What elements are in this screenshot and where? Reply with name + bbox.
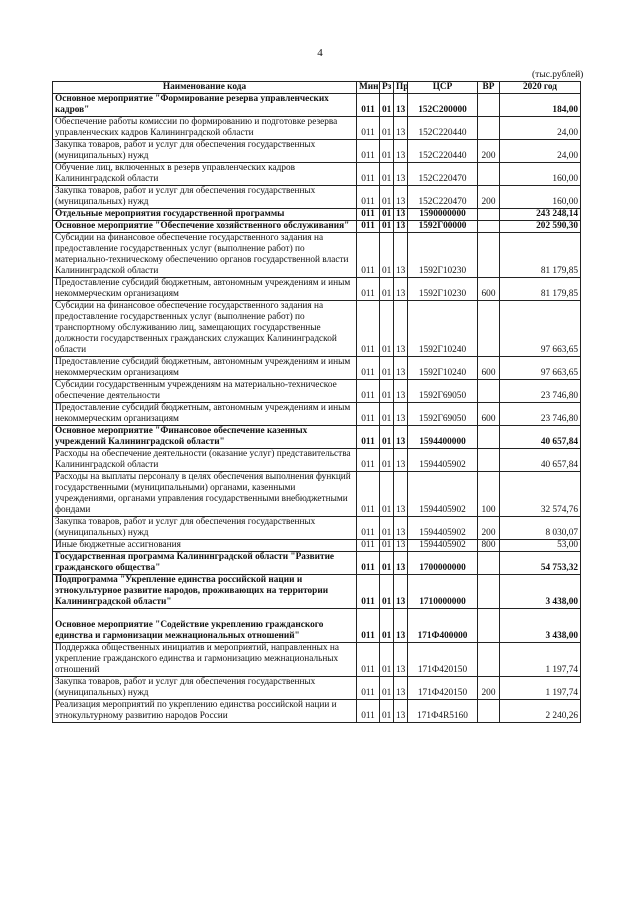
- table-row: [53, 643, 581, 677]
- table-row: [53, 426, 581, 449]
- row-vr: [478, 117, 500, 140]
- table-row: [53, 609, 581, 643]
- row-rz: 01: [380, 380, 394, 403]
- table-row: [53, 575, 581, 609]
- row-vr: [478, 609, 500, 643]
- row-name: Основное мероприятие "Формирование резерва управленческих кадров": [53, 94, 357, 117]
- row-csr: 1590000000: [408, 209, 478, 221]
- row-pr: 13: [394, 426, 408, 449]
- row-pr: 13: [394, 472, 408, 517]
- row-sum: 40 657,84: [500, 426, 581, 449]
- header-name: Наименование кода: [53, 82, 357, 94]
- row-sum: 23 746,80: [500, 403, 581, 426]
- row-pr: 13: [394, 186, 408, 209]
- row-name: Отдельные мероприятия государственной программы: [53, 209, 357, 221]
- row-vr: 100: [478, 472, 500, 517]
- row-vr: 800: [478, 540, 500, 552]
- table-row: [53, 380, 581, 403]
- table-row: [53, 301, 581, 357]
- row-name: Государственная программа Калининградской области "Развитие гражданского общества": [53, 552, 357, 575]
- page-number: 4: [317, 47, 323, 59]
- row-name: Субсидии государственным учреждениям на материально-техническое обеспечение деятельности: [53, 380, 357, 403]
- row-min: 011: [357, 221, 380, 233]
- row-name: Основное мероприятие "Обеспечение хозяйственного обслуживания": [53, 221, 357, 233]
- row-vr: [478, 301, 500, 357]
- row-pr: 13: [394, 677, 408, 700]
- row-pr: 13: [394, 609, 408, 643]
- table-row: [53, 186, 581, 209]
- row-min: 011: [357, 380, 380, 403]
- row-pr: 13: [394, 380, 408, 403]
- row-csr: 152С220440: [408, 140, 478, 163]
- row-vr: 600: [478, 278, 500, 301]
- row-name: Субсидии на финансовое обеспечение государственного задания на предоставление государственных услуг (выполнение работ) по материально-техническому обеспечению органов государственной власти Калининградской области: [53, 233, 357, 278]
- row-sum: 2 240,26: [500, 700, 581, 723]
- row-csr: 1592Г00000: [408, 221, 478, 233]
- row-csr: 152С220440: [408, 117, 478, 140]
- row-min: 011: [357, 140, 380, 163]
- row-sum: 97 663,65: [500, 301, 581, 357]
- row-csr: 1592Г69050: [408, 403, 478, 426]
- row-rz: 01: [380, 117, 394, 140]
- row-pr: 13: [394, 517, 408, 540]
- row-csr: 1594405902: [408, 472, 478, 517]
- row-vr: 200: [478, 140, 500, 163]
- row-sum: 3 438,00: [500, 575, 581, 609]
- table-row: [53, 552, 581, 575]
- row-name: Предоставление субсидий бюджетным, автономным учреждениям и иным некоммерческим организациям: [53, 403, 357, 426]
- row-min: 011: [357, 278, 380, 301]
- row-rz: 01: [380, 94, 394, 117]
- row-name: Подпрограмма "Укрепление единства российской нации и этнокультурное развитие народов, проживающих на территории Калининградской области": [53, 575, 357, 609]
- row-csr: 1594405902: [408, 517, 478, 540]
- row-pr: 13: [394, 449, 408, 472]
- row-rz: 01: [380, 609, 394, 643]
- row-min: 011: [357, 186, 380, 209]
- row-name: Предоставление субсидий бюджетным, автономным учреждениям и иным некоммерческим организациям: [53, 278, 357, 301]
- row-pr: 13: [394, 221, 408, 233]
- row-sum: 243 248,14: [500, 209, 581, 221]
- row-vr: 600: [478, 403, 500, 426]
- row-name: Субсидии на финансовое обеспечение государственного задания на предоставление государственных услуг (выполнение работ) по транспортному обслуживанию лиц, замещающих государственные должности государственных гражданских служащих Калининградской области: [53, 301, 357, 357]
- row-rz: 01: [380, 552, 394, 575]
- row-csr: 1592Г69050: [408, 380, 478, 403]
- row-rz: 01: [380, 643, 394, 677]
- row-rz: 01: [380, 426, 394, 449]
- row-vr: [478, 233, 500, 278]
- row-vr: [478, 94, 500, 117]
- row-rz: 01: [380, 186, 394, 209]
- row-rz: 01: [380, 233, 394, 278]
- row-csr: 152С200000: [408, 94, 478, 117]
- row-sum: 160,00: [500, 163, 581, 186]
- row-rz: 01: [380, 278, 394, 301]
- row-min: 011: [357, 233, 380, 278]
- row-csr: 1594400000: [408, 426, 478, 449]
- table-row: [53, 117, 581, 140]
- row-sum: 1 197,74: [500, 643, 581, 677]
- row-vr: [478, 209, 500, 221]
- row-vr: [478, 643, 500, 677]
- row-rz: 01: [380, 221, 394, 233]
- table-row: [53, 163, 581, 186]
- table-row: [53, 540, 581, 552]
- row-min: 011: [357, 449, 380, 472]
- row-csr: 1710000000: [408, 575, 478, 609]
- row-sum: 40 657,84: [500, 449, 581, 472]
- row-pr: 13: [394, 540, 408, 552]
- table-row: [53, 221, 581, 233]
- row-sum: 160,00: [500, 186, 581, 209]
- table-row: [53, 140, 581, 163]
- row-min: 011: [357, 609, 380, 643]
- row-csr: 171Ф400000: [408, 609, 478, 643]
- row-sum: 1 197,74: [500, 677, 581, 700]
- row-rz: 01: [380, 301, 394, 357]
- row-pr: 13: [394, 233, 408, 278]
- row-name: Закупка товаров, работ и услуг для обеспечения государственных (муниципальных) нужд: [53, 140, 357, 163]
- header-rz: Рз: [380, 82, 394, 94]
- row-rz: 01: [380, 517, 394, 540]
- row-min: 011: [357, 209, 380, 221]
- row-vr: [478, 380, 500, 403]
- row-pr: 13: [394, 140, 408, 163]
- budget-table: [52, 81, 581, 723]
- row-vr: [478, 575, 500, 609]
- row-csr: 1592Г10240: [408, 357, 478, 380]
- table-row: [53, 517, 581, 540]
- row-pr: 13: [394, 163, 408, 186]
- row-name: Поддержка общественных инициатив и мероприятий, направленных на укрепление гражданского единства и гармонизацию межнациональных отношений: [53, 643, 357, 677]
- row-min: 011: [357, 357, 380, 380]
- row-sum: 97 663,65: [500, 357, 581, 380]
- row-csr: 171Ф420150: [408, 677, 478, 700]
- row-csr: 171Ф420150: [408, 643, 478, 677]
- header-year: 2020 год: [500, 82, 581, 94]
- row-rz: 01: [380, 449, 394, 472]
- row-pr: 13: [394, 209, 408, 221]
- row-vr: [478, 426, 500, 449]
- table-row: [53, 449, 581, 472]
- table-row: [53, 233, 581, 278]
- row-vr: [478, 163, 500, 186]
- row-sum: 24,00: [500, 117, 581, 140]
- row-name: Закупка товаров, работ и услуг для обеспечения государственных (муниципальных) нужд: [53, 677, 357, 700]
- row-csr: 1592Г10240: [408, 301, 478, 357]
- row-min: 011: [357, 403, 380, 426]
- row-min: 011: [357, 517, 380, 540]
- row-min: 011: [357, 643, 380, 677]
- row-min: 011: [357, 94, 380, 117]
- row-pr: 13: [394, 403, 408, 426]
- table-row: [53, 357, 581, 380]
- row-name: Реализация мероприятий по укреплению единства российской нации и этнокультурному развитию народов России: [53, 700, 357, 723]
- row-sum: 23 746,80: [500, 380, 581, 403]
- row-min: 011: [357, 575, 380, 609]
- row-rz: 01: [380, 472, 394, 517]
- row-csr: 171Ф4R5160: [408, 700, 478, 723]
- row-vr: 200: [478, 517, 500, 540]
- row-min: 011: [357, 677, 380, 700]
- row-name: Расходы на выплаты персоналу в целях обеспечения выполнения функций государственными (муниципальными) органами, казенными учреждениями, органами управления государственными внебюджетными фондами: [53, 472, 357, 517]
- row-min: 011: [357, 117, 380, 140]
- row-pr: 13: [394, 552, 408, 575]
- table-row: [53, 700, 581, 723]
- row-csr: 1592Г10230: [408, 233, 478, 278]
- table-row: [53, 278, 581, 301]
- header-pr: Пр: [394, 82, 408, 94]
- row-sum: 3 438,00: [500, 609, 581, 643]
- row-vr: [478, 449, 500, 472]
- row-sum: 8 030,07: [500, 517, 581, 540]
- row-min: 011: [357, 301, 380, 357]
- table-row: [53, 209, 581, 221]
- row-rz: 01: [380, 540, 394, 552]
- row-min: 011: [357, 426, 380, 449]
- units-label: (тыс.рублей): [532, 70, 584, 80]
- row-vr: 200: [478, 677, 500, 700]
- table-row: [53, 94, 581, 117]
- row-pr: 13: [394, 117, 408, 140]
- header-min: Мин: [357, 82, 380, 94]
- row-rz: 01: [380, 163, 394, 186]
- row-name: Основное мероприятие "Содействие укреплению гражданского единства и гармонизации межнациональных отношений": [53, 609, 357, 643]
- row-csr: 1700000000: [408, 552, 478, 575]
- row-sum: 202 590,30: [500, 221, 581, 233]
- row-csr: 152С220470: [408, 163, 478, 186]
- row-sum: 24,00: [500, 140, 581, 163]
- row-pr: 13: [394, 278, 408, 301]
- row-vr: 600: [478, 357, 500, 380]
- table-row: [53, 472, 581, 517]
- header-vr: ВР: [478, 82, 500, 94]
- row-name: Расходы на обеспечение деятельности (оказание услуг) представительства Калининградской области: [53, 449, 357, 472]
- row-csr: 1594405902: [408, 449, 478, 472]
- row-name: Обеспечение работы комиссии по формированию и подготовке резерва управленческих кадров Калининградской области: [53, 117, 357, 140]
- row-vr: 200: [478, 186, 500, 209]
- row-rz: 01: [380, 403, 394, 426]
- row-pr: 13: [394, 700, 408, 723]
- row-min: 011: [357, 163, 380, 186]
- row-sum: 32 574,76: [500, 472, 581, 517]
- row-name: Обучение лиц, включенных в резерв управленческих кадров Калининградской области: [53, 163, 357, 186]
- row-vr: [478, 700, 500, 723]
- row-pr: 13: [394, 357, 408, 380]
- row-rz: 01: [380, 209, 394, 221]
- row-csr: 1594405902: [408, 540, 478, 552]
- table-row: [53, 403, 581, 426]
- row-sum: 81 179,85: [500, 278, 581, 301]
- row-rz: 01: [380, 357, 394, 380]
- row-rz: 01: [380, 677, 394, 700]
- row-pr: 13: [394, 643, 408, 677]
- row-name: Предоставление субсидий бюджетным, автономным учреждениям и иным некоммерческим организациям: [53, 357, 357, 380]
- row-name: Закупка товаров, работ и услуг для обеспечения государственных (муниципальных) нужд: [53, 186, 357, 209]
- row-sum: 53,00: [500, 540, 581, 552]
- header-csr: ЦСР: [408, 82, 478, 94]
- row-min: 011: [357, 552, 380, 575]
- row-csr: 1592Г10230: [408, 278, 478, 301]
- row-name: Основное мероприятие "Финансовое обеспечение казенных учреждений Калининградской области": [53, 426, 357, 449]
- row-min: 011: [357, 540, 380, 552]
- row-min: 011: [357, 472, 380, 517]
- row-sum: 184,00: [500, 94, 581, 117]
- row-pr: 13: [394, 575, 408, 609]
- row-min: 011: [357, 700, 380, 723]
- row-sum: 54 753,32: [500, 552, 581, 575]
- row-sum: 81 179,85: [500, 233, 581, 278]
- row-vr: [478, 552, 500, 575]
- row-rz: 01: [380, 700, 394, 723]
- row-name: Закупка товаров, работ и услуг для обеспечения государственных (муниципальных) нужд: [53, 517, 357, 540]
- table-header-row: [53, 82, 581, 94]
- row-name: Иные бюджетные ассигнования: [53, 540, 357, 552]
- row-rz: 01: [380, 140, 394, 163]
- row-vr: [478, 221, 500, 233]
- row-pr: 13: [394, 301, 408, 357]
- row-pr: 13: [394, 94, 408, 117]
- table-row: [53, 677, 581, 700]
- row-rz: 01: [380, 575, 394, 609]
- row-csr: 152С220470: [408, 186, 478, 209]
